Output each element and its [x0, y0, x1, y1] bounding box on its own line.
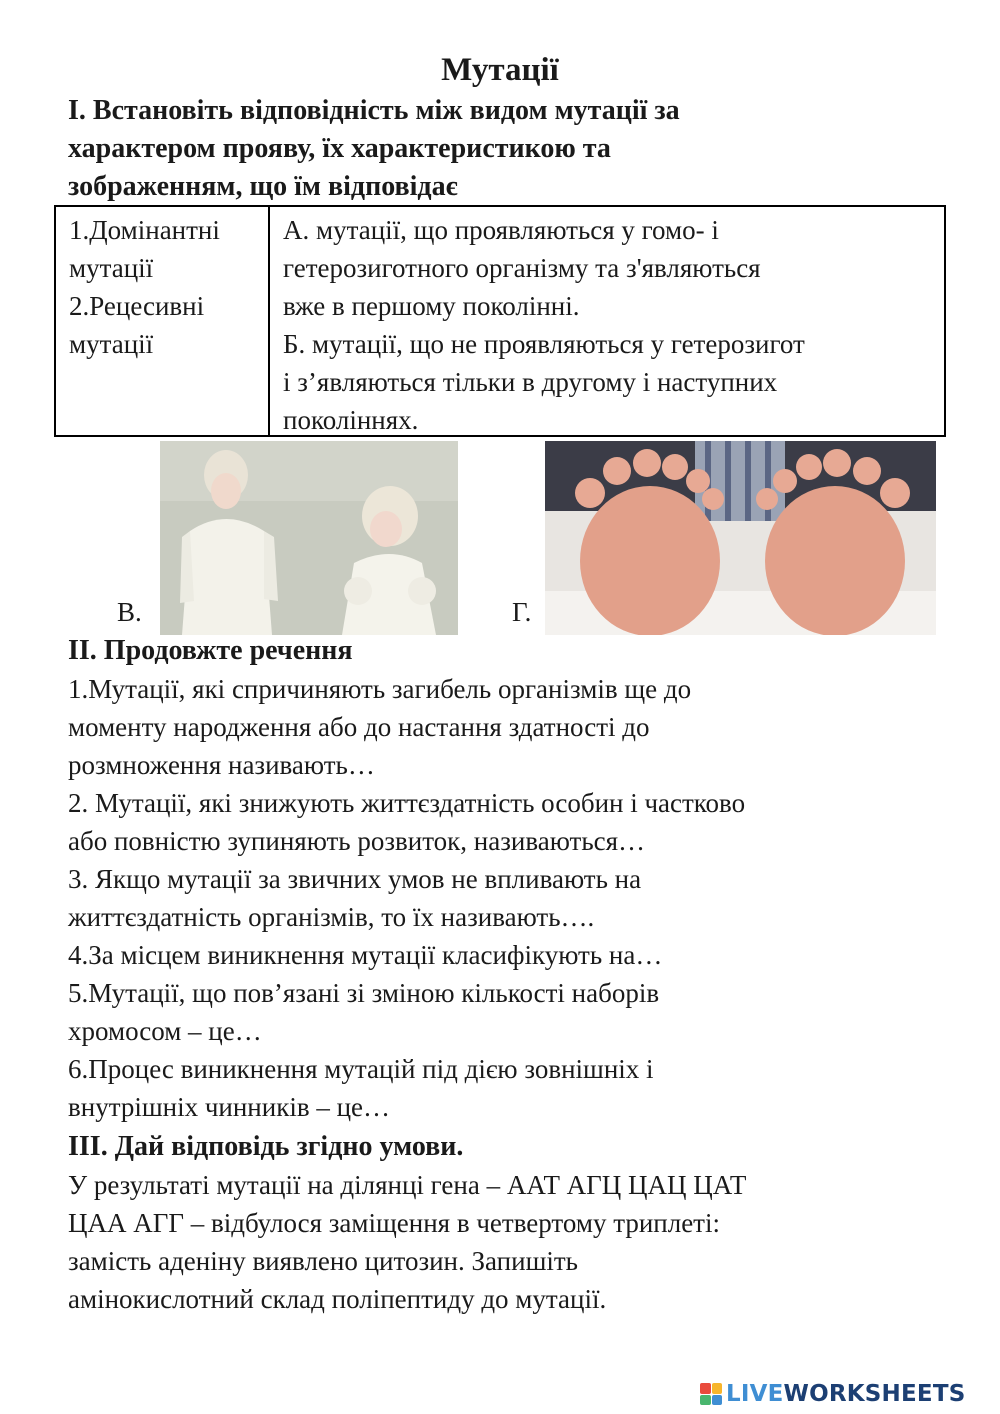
sentence-line: 5.Мутації, що пов’язані зі зміною кількості наборів [68, 978, 660, 1008]
page-title: Мутації [441, 52, 559, 88]
mutation-types-column [56, 207, 270, 435]
table-line: поколіннях. [283, 405, 419, 435]
logo-text-worksheets: WORKSHEETS [783, 1381, 966, 1407]
section1-heading-line: зображенням, що їм відповідає [68, 171, 458, 202]
table-line: вже в першому поколінні. [283, 291, 580, 321]
section1-heading-line: І. Встановіть відповідність між видом мутації за [68, 95, 680, 126]
task-line: ЦАА АГГ – відбулося заміщення в четвертому триплеті: [68, 1208, 720, 1238]
section2-heading: ІІ. Продовжте речення [68, 635, 353, 666]
table-line: мутації [69, 329, 154, 359]
sentence-line: 2. Мутації, які знижують життєздатність особин і частково [68, 788, 746, 818]
sentence-line: хромосом – це… [68, 1016, 262, 1046]
albino-children-photo [160, 441, 458, 635]
liveworksheets-logo[interactable] [700, 1379, 965, 1409]
table-line: Б. мутації, що не проявляються у гетерозигот [283, 329, 805, 359]
feet-polydactyly-photo [545, 441, 936, 635]
sentence-line: 4.За місцем виникнення мутації класифікують на… [68, 940, 663, 970]
sentence-line: або повністю зупиняють розвиток, називаються… [68, 826, 646, 856]
section3-task [68, 1166, 948, 1318]
table-line: гетерозиготного організму та з'являються [283, 253, 761, 283]
table-line: 1.Домінантні [69, 215, 220, 245]
sentence-line: внутрішніх чинників – це… [68, 1092, 390, 1122]
sentence-line: розмноження називають… [68, 750, 375, 780]
section1-heading [68, 92, 948, 206]
matching-table [54, 205, 946, 437]
image-label-v: В. [117, 597, 142, 627]
table-line: і з’являються тільки в другому і наступних [283, 367, 778, 397]
sentence-line: 3. Якщо мутації за звичних умов не впливають на [68, 864, 642, 894]
sentence-line: 6.Процес виникнення мутацій під дією зовнішніх і [68, 1054, 654, 1084]
sentence-line: 1.Мутації, які спричиняють загибель організмів ще до [68, 674, 692, 704]
sentence-line: життєздатність організмів, то їх називають…. [68, 902, 595, 932]
image-label-g: Г. [512, 597, 532, 627]
table-line: А. мутації, що проявляються у гомо- і [283, 215, 719, 245]
liveworksheets-logo-icon [700, 1383, 722, 1405]
table-line: мутації [69, 253, 154, 283]
section1-heading-line: характером прояву, їх характеристикою та [68, 133, 611, 164]
task-line: амінокислотний склад поліпептиду до мутації. [68, 1284, 607, 1314]
table-line: 2.Рецесивні [69, 291, 205, 321]
characteristics-column [270, 207, 944, 435]
section3-heading: ІІІ. Дай відповідь згідно умови. [68, 1131, 464, 1162]
task-line: У результаті мутації на ділянці гена – ААТ АГЦ ЦАЦ ЦАТ [68, 1170, 747, 1200]
logo-text-live: LIVE [726, 1381, 784, 1407]
task-line: замість аденіну виявлено цитозин. Запишіть [68, 1246, 578, 1276]
section2-sentences [68, 670, 948, 1126]
sentence-line: моменту народження або до настання здатності до [68, 712, 650, 742]
